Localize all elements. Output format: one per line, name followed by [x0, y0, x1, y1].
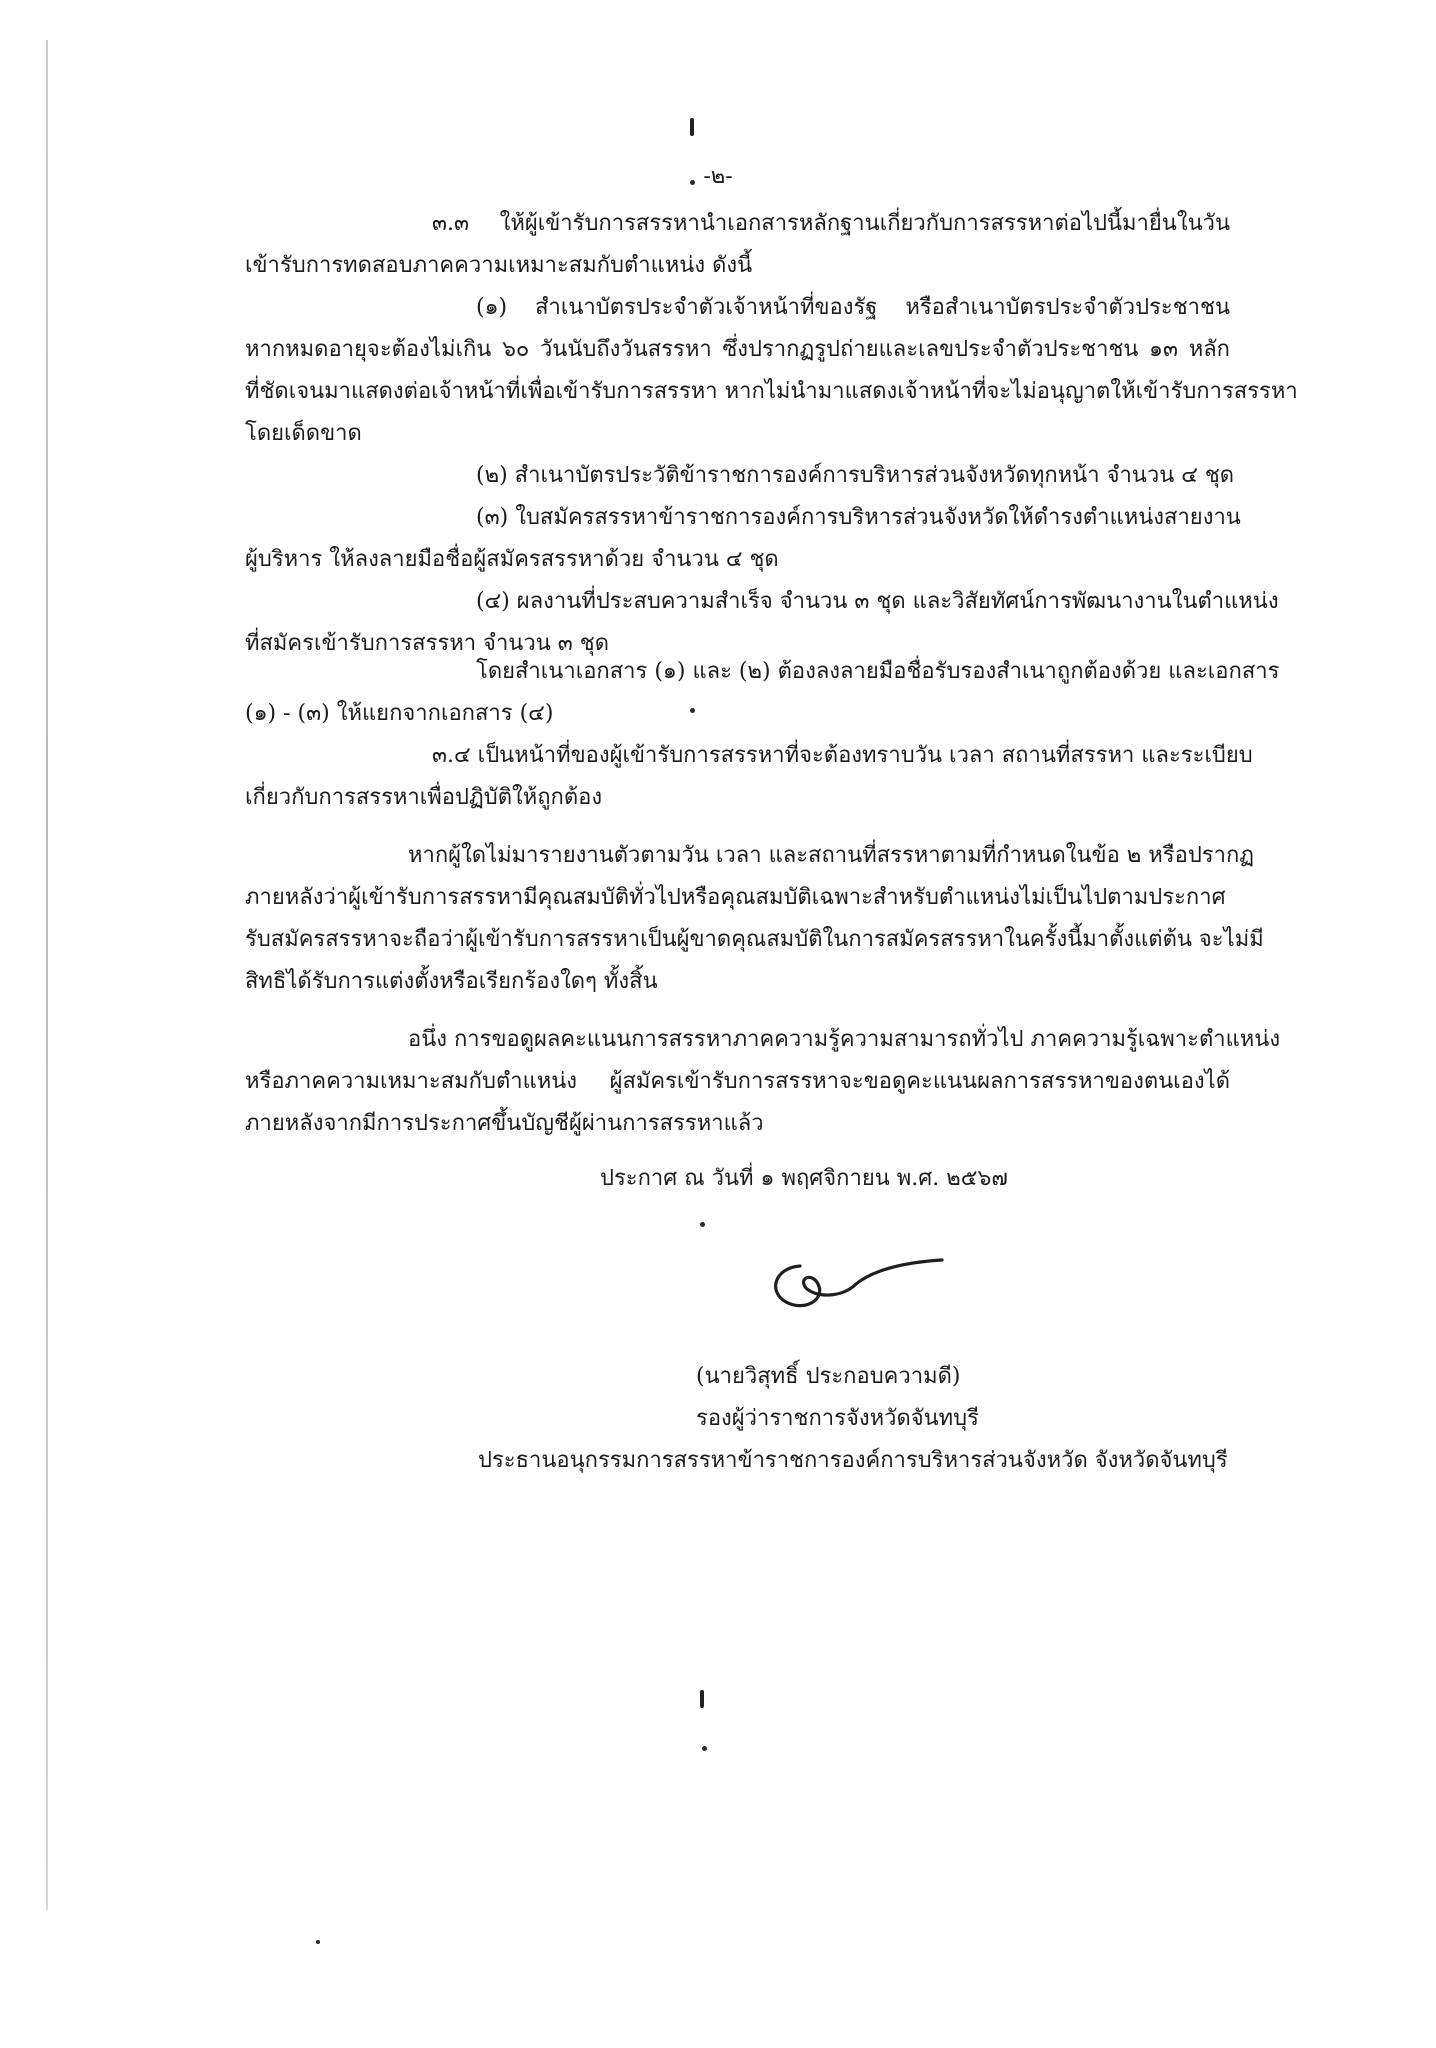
reporting-paragraph-line-1: หากผู้ใดไม่มารายงานตัวตามวัน เวลา และสถานที่สรรหาตามที่กำหนดในข้อ ๒ หรือปรากฏ [408, 843, 1255, 868]
scan-edge-line [46, 40, 48, 1910]
item-3-line-1: (๓) ใบสมัครสรรหาข้าราชการองค์การบริหารส่วนจังหวัดให้ดำรงตำแหน่งสายงาน [476, 505, 1241, 530]
item-1-line-1: (๑) สำเนาบัตรประจำตัวเจ้าหน้าที่ของรัฐ หรือสำเนาบัตรประจำตัวประชาชน [476, 295, 1230, 320]
score-paragraph-line-1: อนึ่ง การขอดูผลคะแนนการสรรหาภาคความรู้ความสามารถทั่วไป ภาคความรู้เฉพาะตำแหน่ง [408, 1027, 1281, 1052]
reporting-paragraph-line-3: รับสมัครสรรหาจะถือว่าผู้เข้ารับการสรรหาเป็นผู้ขาดคุณสมบัติในการสมัครสรรหาในครั้งนี้มาตั้งแต่ต้น จะไม่มี [245, 927, 1264, 952]
note-line-1: โดยสำเนาเอกสาร (๑) และ (๒) ต้องลงลายมือชื่อรับรองสำเนาถูกต้องด้วย และเอกสาร [476, 659, 1280, 684]
punch-mark-top [690, 118, 694, 136]
item-1-line-4: โดยเด็ดขาด [245, 421, 362, 446]
announcement-date: ประกาศ ณ วันที่ ๑ พฤศจิกายน พ.ศ. ๒๕๖๗ [600, 1166, 1008, 1191]
page-number: -๒- [703, 164, 733, 189]
scan-speck [702, 1746, 707, 1751]
item-3-line-2: ผู้บริหาร ให้ลงลายมือชื่อผู้สมัครสรรหาด้วย จำนวน ๔ ชุด [245, 547, 779, 572]
score-paragraph-line-2: หรือภาคความเหมาะสมกับตำแหน่ง ผู้สมัครเข้ารับการสรรหาจะขอดูคะแนนผลการสรรหาของตนเองได้ [245, 1069, 1230, 1094]
signatory-name: (นายวิสุทธิ์ ประกอบความดี) [696, 1364, 961, 1389]
signature-graphic [760, 1248, 950, 1328]
note-line-2: (๑) - (๓) ให้แยกจากเอกสาร (๔) [245, 701, 554, 726]
reporting-paragraph-line-4: สิทธิได้รับการแต่งตั้งหรือเรียกร้องใดๆ ทั้งสิ้น [245, 969, 658, 994]
item-1-line-2: หากหมดอายุจะต้องไม่เกิน ๖๐ วันนับถึงวันสรรหา ซึ่งปรากฏรูปถ่ายและเลขประจำตัวประชาชน ๑๓ หลัก [245, 337, 1230, 362]
paragraph-3-4-line-2: เกี่ยวกับการสรรหาเพื่อปฏิบัติให้ถูกต้อง [245, 785, 603, 810]
scan-speck [700, 1222, 705, 1227]
scan-speck [316, 1940, 320, 1944]
item-4-line-1: (๔) ผลงานที่ประสบความสำเร็จ จำนวน ๓ ชุด และวิสัยทัศน์การพัฒนางานในตำแหน่ง [476, 589, 1279, 614]
reporting-paragraph-line-2: ภายหลังว่าผู้เข้ารับการสรรหามีคุณสมบัติทั่วไปหรือคุณสมบัติเฉพาะสำหรับตำแหน่งไม่เป็นไปตามประกาศ [245, 885, 1226, 910]
item-1-line-3: ที่ชัดเจนมาแสดงต่อเจ้าหน้าที่เพื่อเข้ารับการสรรหา หากไม่นำมาแสดงเจ้าหน้าที่จะไม่อนุญาตให้เข้ารับการสรรหา [245, 379, 1298, 404]
scan-speck [690, 708, 695, 713]
paragraph-3-3-line-2: เข้ารับการทดสอบภาคความเหมาะสมกับตำแหน่ง ดังนี้ [245, 253, 753, 278]
paragraph-3-4-line-1: ๓.๔ เป็นหน้าที่ของผู้เข้ารับการสรรหาที่จะต้องทราบวัน เวลา สถานที่สรรหา และระเบียบ [432, 743, 1253, 768]
punch-mark-bottom [700, 1690, 704, 1708]
item-2-line-1: (๒) สำเนาบัตรประวัติข้าราชการองค์การบริหารส่วนจังหวัดทุกหน้า จำนวน ๔ ชุด [476, 463, 1235, 488]
signatory-role: ประธานอนุกรรมการสรรหาข้าราชการองค์การบริหารส่วนจังหวัด จังหวัดจันทบุรี [478, 1448, 1228, 1473]
score-paragraph-line-3: ภายหลังจากมีการประกาศขึ้นบัญชีผู้ผ่านการสรรหาแล้ว [245, 1111, 764, 1136]
signatory-position: รองผู้ว่าราชการจังหวัดจันทบุรี [696, 1406, 979, 1431]
item-4-line-2: ที่สมัครเข้ารับการสรรหา จำนวน ๓ ชุด [245, 631, 609, 656]
paragraph-3-3-line-1: ๓.๓ ให้ผู้เข้ารับการสรรหานำเอกสารหลักฐานเกี่ยวกับการสรรหาต่อไปนี้มายื่นในวัน [432, 211, 1230, 236]
